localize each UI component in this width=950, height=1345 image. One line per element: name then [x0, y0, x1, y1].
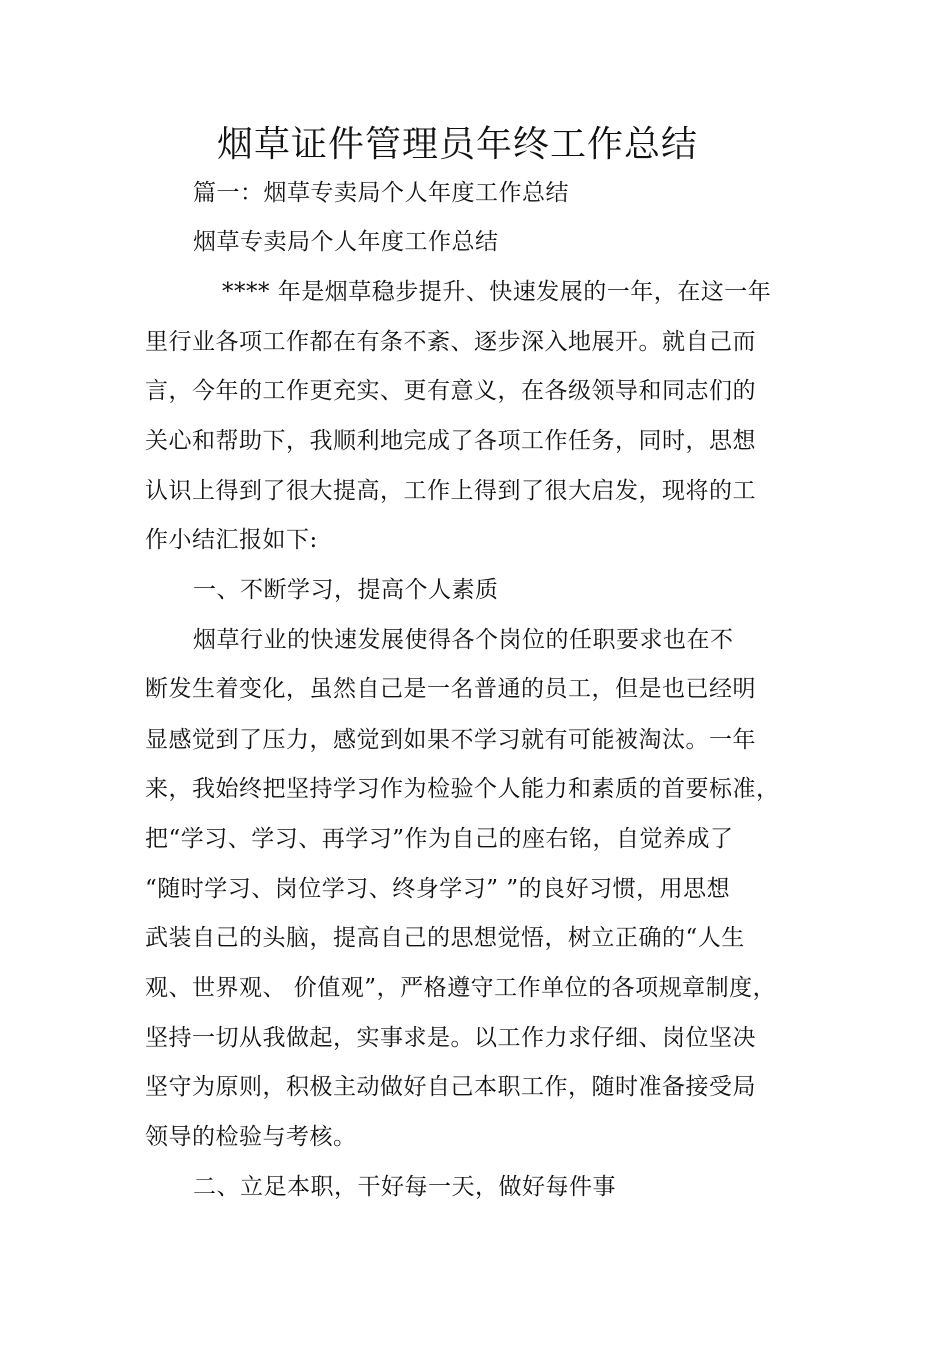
paragraph-line: 把“学习、学习、再学习”作为自己的座右铭，自觉养成了	[145, 826, 734, 852]
paragraph-line: 坚守为原则，积极主动做好自己本职工作，随时准备接受局	[145, 1074, 756, 1100]
paragraph-line: 言，今年的工作更充实、更有意义，在各级领导和同志们的	[145, 378, 756, 404]
paragraph-line: 观、世界观、 价值观”，严格遵守工作单位的各项规章制度，	[145, 975, 777, 1001]
paragraph-line: 领导的检验与考核。	[145, 1124, 357, 1150]
paragraph-line: 显感觉到了压力，感觉到如果不学习就有可能被淘汰。一年	[145, 727, 756, 753]
subtitle: 烟草专卖局个人年度工作总结	[193, 229, 499, 255]
paragraph-line: 烟草行业的快速发展使得各个岗位的任职要求也在不	[193, 627, 734, 653]
paragraph-line: 来，我始终把坚持学习作为检验个人能力和素质的首要标准，	[145, 776, 780, 802]
document-title: 烟草证件管理员年终工作总结	[216, 124, 698, 165]
paragraph-line: “随时学习、岗位学习、终身学习” ”的良好习惯，用思想	[145, 876, 731, 902]
paragraph-line: 认识上得到了很大提高，工作上得到了很大启发，现将的工	[145, 478, 756, 504]
paragraph-line: 作小结汇报如下:	[145, 527, 318, 553]
paragraph-line: 断发生着变化，虽然自己是一名普通的员工，但是也已经明	[145, 676, 756, 702]
paragraph-line: 武装自己的头脑，提高自己的思想觉悟，树立正确的“人生	[145, 925, 745, 951]
paragraph-line: 里行业各项工作都在有条不紊、逐步深入地展开。就自己而	[145, 329, 756, 355]
section-heading: 一、不断学习，提高个人素质	[193, 577, 499, 603]
paragraph-line: 坚持一切从我做起，实事求是。以工作力求仔细、岗位坚决	[145, 1025, 756, 1051]
section-heading: 篇一：烟草专卖局个人年度工作总结	[193, 180, 569, 206]
section-heading: 二、立足本职，干好每一天，做好每件事	[193, 1174, 616, 1200]
paragraph-line: **** 年是烟草稳步提升、快速发展的一年，在这一年	[222, 279, 772, 305]
paragraph-line: 关心和帮助下，我顺利地完成了各项工作任务，同时，思想	[145, 428, 756, 454]
